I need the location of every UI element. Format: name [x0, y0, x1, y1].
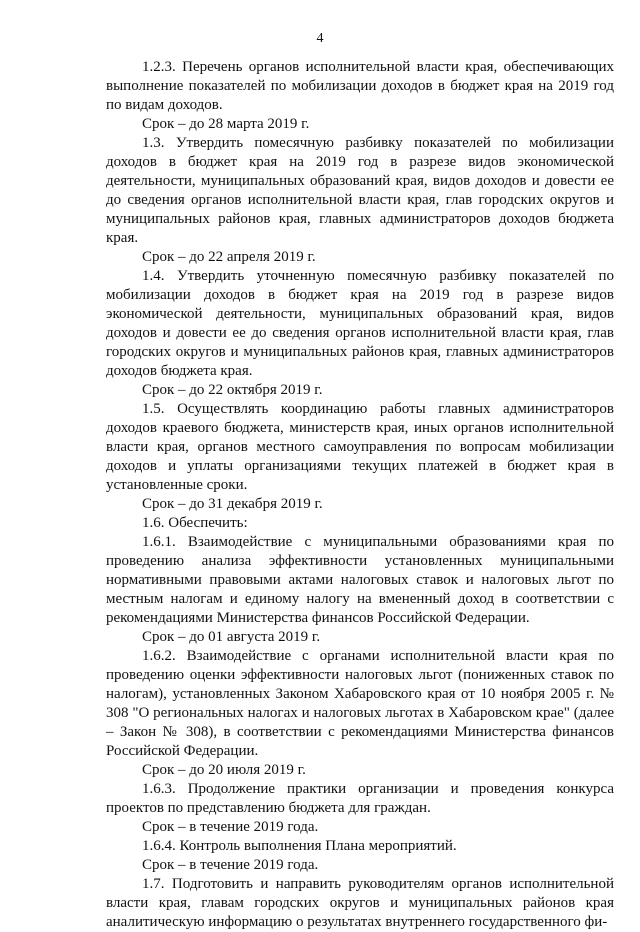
paragraph-1-6-1: 1.6.1. Взаимодействие с муниципальными образованиями края по проведению анализа эффективности установленных муниципальными нормативными правовыми актами налоговых ставок и налоговых льгот по местным налогам и единому налогу на вмененный доход в соответствии с рекомендациями Министерства финансов Российской Федерации. [106, 534, 614, 626]
paragraph-1-6-4: 1.6.4. Контроль выполнения Плана мероприятий. [142, 838, 457, 854]
paragraph-1-6: 1.6. Обеспечить: [142, 515, 248, 531]
deadline-1-6-1: Срок – до 01 августа 2019 г. [142, 629, 321, 645]
paragraph-1-3: 1.3. Утвердить помесячную разбивку показателей по мобилизации доходов в бюджет края на 2019 год в разрезе видов экономической деятельности, муниципальных образований края, видов доходов и довести ее до сведения органов исполнительной власти края, глав городских округов и муниципальных районов края, главных администраторов доходов бюджета края. [106, 135, 614, 246]
page-number: 4 [316, 31, 324, 46]
document-body [106, 58, 614, 932]
deadline-1-2-3: Срок – до 28 марта 2019 г. [142, 116, 310, 132]
deadline-1-4: Срок – до 22 октября 2019 г. [142, 382, 323, 398]
paragraph-1-5: 1.5. Осуществлять координацию работы главных администраторов доходов краевого бюджета, министерств края, иных органов исполнительной власти края, органов местного самоуправления по вопросам мобилизации доходов и уплаты организациями текущих платежей в бюджет края в установленные сроки. [106, 401, 614, 493]
deadline-1-6-2: Срок – до 20 июля 2019 г. [142, 762, 306, 778]
paragraph-1-2-3: 1.2.3. Перечень органов исполнительной власти края, обеспечивающих выполнение показателей по мобилизации доходов в бюджет края на 2019 год по видам доходов. [106, 59, 614, 113]
deadline-1-6-4: Срок – в течение 2019 года. [142, 857, 319, 873]
deadline-1-5: Срок – до 31 декабря 2019 г. [142, 496, 323, 512]
paragraph-1-7: 1.7. Подготовить и направить руководителям органов исполнительной власти края, главам городских округов и муниципальных районов края аналитическую информацию о результатах внутреннего государственного фи- [106, 876, 614, 930]
paragraph-1-6-2: 1.6.2. Взаимодействие с органами исполнительной власти края по проведению оценки эффективности налоговых льгот (пониженных ставок по налогам), установленных Законом Хабаровского края от 10 ноября 2005 г. № 308 "О региональных налогах и налоговых льготах в Хабаровском крае" (далее – Закон № 308), в соответствии с рекомендациями Министерства финансов Российской Федерации. [106, 648, 614, 759]
paragraph-1-4: 1.4. Утвердить уточненную помесячную разбивку показателей по мобилизации доходов в бюджет края на 2019 год в разрезе видов экономической деятельности, муниципальных образований края, видов доходов и довести ее до сведения органов исполнительной власти края, глав городских округов и муниципальных районов края, главных администраторов доходов бюджета края. [106, 268, 614, 379]
paragraph-1-6-3: 1.6.3. Продолжение практики организации и проведения конкурса проектов по представлению бюджета для граждан. [106, 781, 614, 816]
deadline-1-3: Срок – до 22 апреля 2019 г. [142, 249, 316, 265]
deadline-1-6-3: Срок – в течение 2019 года. [142, 819, 319, 835]
